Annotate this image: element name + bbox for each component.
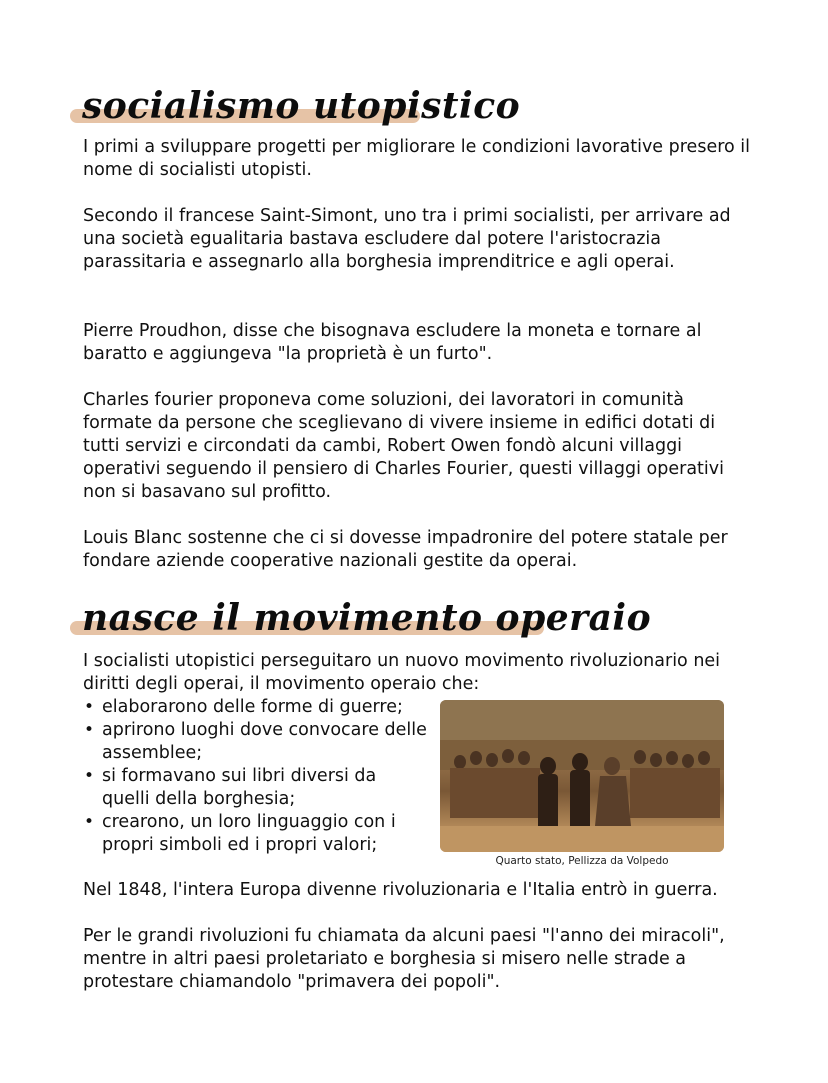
paragraph-3: Pierre Proudhon, disse che bisognava escludere la moneta e tornare al baratto e aggiungeva "la proprietà è un furto". <box>83 321 702 364</box>
list-item: • si formavano sui libri diversi da quelli della borghesia; <box>78 765 428 811</box>
movement-intro: I socialisti utopistici perseguitaro un nuovo movimento rivoluzionario nei diritti degli operai, il movimento operaio che: <box>83 651 721 694</box>
heading-text: nasce il movimento operaio <box>82 597 652 639</box>
paragraph-4: Charles fourier proponeva come soluzioni, dei lavoratori in comunità formate da persone che sceglievano di vivere insieme in edifici dotati di tutti servizi e circondati da cambi, Robert Owen fondò alcuni villaggi operativi seguendo il pensiero di Charles Fourier, questi villaggi operativi non si basavano sul profitto. <box>83 390 724 502</box>
closing-paragraph-1: Nel 1848, l'intera Europa divenne rivoluzionaria e l'Italia entrò in guerra. <box>83 880 718 900</box>
paragraph-2: Secondo il francese Saint-Simont, uno tra i primi socialisti, per arrivare ad una società egualitaria bastava escludere dal potere l'aristocrazia parassitaria e assegnarlo alla borghesia imprenditrice e agli operai. <box>83 206 731 272</box>
section-heading-socialismo <box>70 84 520 128</box>
closing-paragraph-2: Per le grandi rivoluzioni fu chiamata da alcuni paesi "l'anno dei miracoli", mentre in altri paesi proletariato e borghesia si misero nelle strade a protestare chiamandolo "primavera dei popoli". <box>83 926 725 992</box>
heading-text: socialismo utopistico <box>82 85 521 127</box>
section-heading-movimento <box>70 596 651 640</box>
movement-list <box>78 696 428 857</box>
painting-illustration <box>440 700 724 852</box>
list-item: • crearono, un loro linguaggio con i propri simboli ed i propri valori; <box>78 811 428 857</box>
image-caption: Quarto stato, Pellizza da Volpedo <box>495 855 669 867</box>
quarto-stato-painting <box>440 700 724 852</box>
paragraph-1: I primi a sviluppare progetti per migliorare le condizioni lavorative presero il nome di socialisti utopisti. <box>83 137 751 180</box>
paragraph-5: Louis Blanc sostenne che ci si dovesse impadronire del potere statale per fondare aziende cooperative nazionali gestite da operai. <box>83 528 728 571</box>
list-item: • aprirono luoghi dove convocare delle assemblee; <box>78 719 428 765</box>
list-item: • elaborarono delle forme di guerre; <box>78 696 428 719</box>
